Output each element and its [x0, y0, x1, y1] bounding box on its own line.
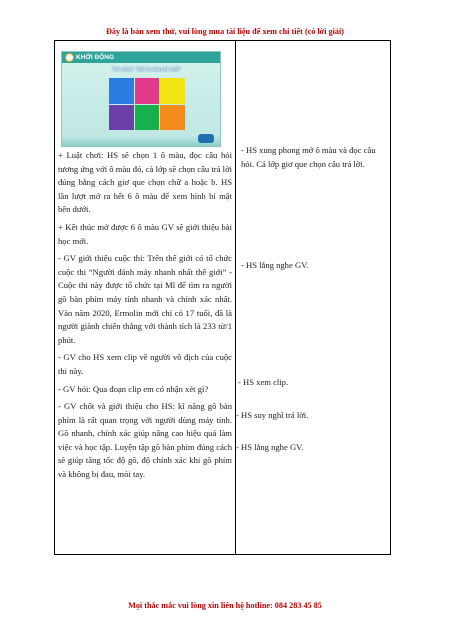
column-divider	[235, 41, 236, 554]
game-slide-image	[61, 51, 221, 147]
slide-title: KHỞI ĐỘNG	[76, 54, 115, 61]
teacher-activities	[58, 149, 232, 486]
teacher-activity: + Kết thúc mở được 6 ô màu GV sẽ giới thiệu bài học mới.	[58, 221, 232, 246]
teacher-activity: - GV cho HS xem clip về người vô địch của cuộc thi này.	[58, 352, 232, 376]
color-tile	[109, 78, 134, 104]
color-tile-grid	[109, 78, 185, 130]
teacher-activity: + Luật chơi: HS sẽ chọn 1 ô màu, đọc câu hỏi tương ứng với ô màu đó, cả lớp sẽ chọn câu trả lời đúng bằng cách giơ que chọn chữ a hoặc b. HS lần lượt mở ra hết 6 ô màu để xem hình bí mật bên dưới.	[58, 150, 232, 215]
color-tile	[160, 78, 185, 104]
slide-wave	[62, 136, 220, 146]
color-tile	[109, 105, 134, 131]
student-activity: - HS lắng nghe GV.	[236, 442, 304, 452]
slide-subtitle: Trò chơi: "Mở ô màu bí mật"	[112, 67, 181, 73]
slide-badge-icon	[198, 134, 214, 143]
lesson-table	[54, 40, 391, 555]
teacher-activity: - GV hỏi: Qua đoạn clip em có nhận xét gì?	[58, 383, 209, 394]
color-tile	[160, 105, 185, 131]
student-activity: - HS xung phong mở ô màu và đọc câu hỏi. Cả lớp giơ que chọn câu trả lời.	[241, 145, 376, 169]
student-activity: - HS xem clip.	[238, 377, 289, 387]
student-activity: - HS lắng nghe GV.	[241, 260, 309, 270]
teacher-activity: - GV chốt và giới thiệu cho HS: kĩ năng gõ bàn phím là rất quan trọng với người dùng máy tính. Gõ nhanh, chính xác giúp nâng cao hiệu quả làm việc và học tập. Luyện tập gõ bàn phím đúng cách sẽ giúp tăng tốc độ gõ, độ chính xác khi gõ phím và không bị đau, mỏi tay.	[58, 401, 232, 480]
color-tile	[135, 105, 160, 131]
hotline-notice: Mọi thắc mắc vui lòng xin liên hệ hotline: 084 283 45 85	[128, 601, 322, 610]
preview-notice: Đây là bản xem thử, vui lòng mua tài liệu để xem chi tiết (có lời giải)	[105, 27, 344, 36]
student-activity: - HS suy nghĩ trả lời.	[236, 410, 309, 420]
teacher-activity: - GV giới thiệu cuộc thi: Trên thế giới có tổ chức cuộc thi “Người đánh máy nhanh nhất thế giới” - Cuộc thi này được tổ chức tại Mĩ để tìm ra người gõ bàn phím máy tính nhanh và chính xác nhất. Vào năm 2020, Ermolin mới chỉ có 17 tuổi, đã là người giành chiến thắng với thành tích là 233 từ/1 phút.	[58, 253, 232, 345]
slide-logo-icon	[65, 53, 74, 62]
color-tile	[135, 78, 160, 104]
